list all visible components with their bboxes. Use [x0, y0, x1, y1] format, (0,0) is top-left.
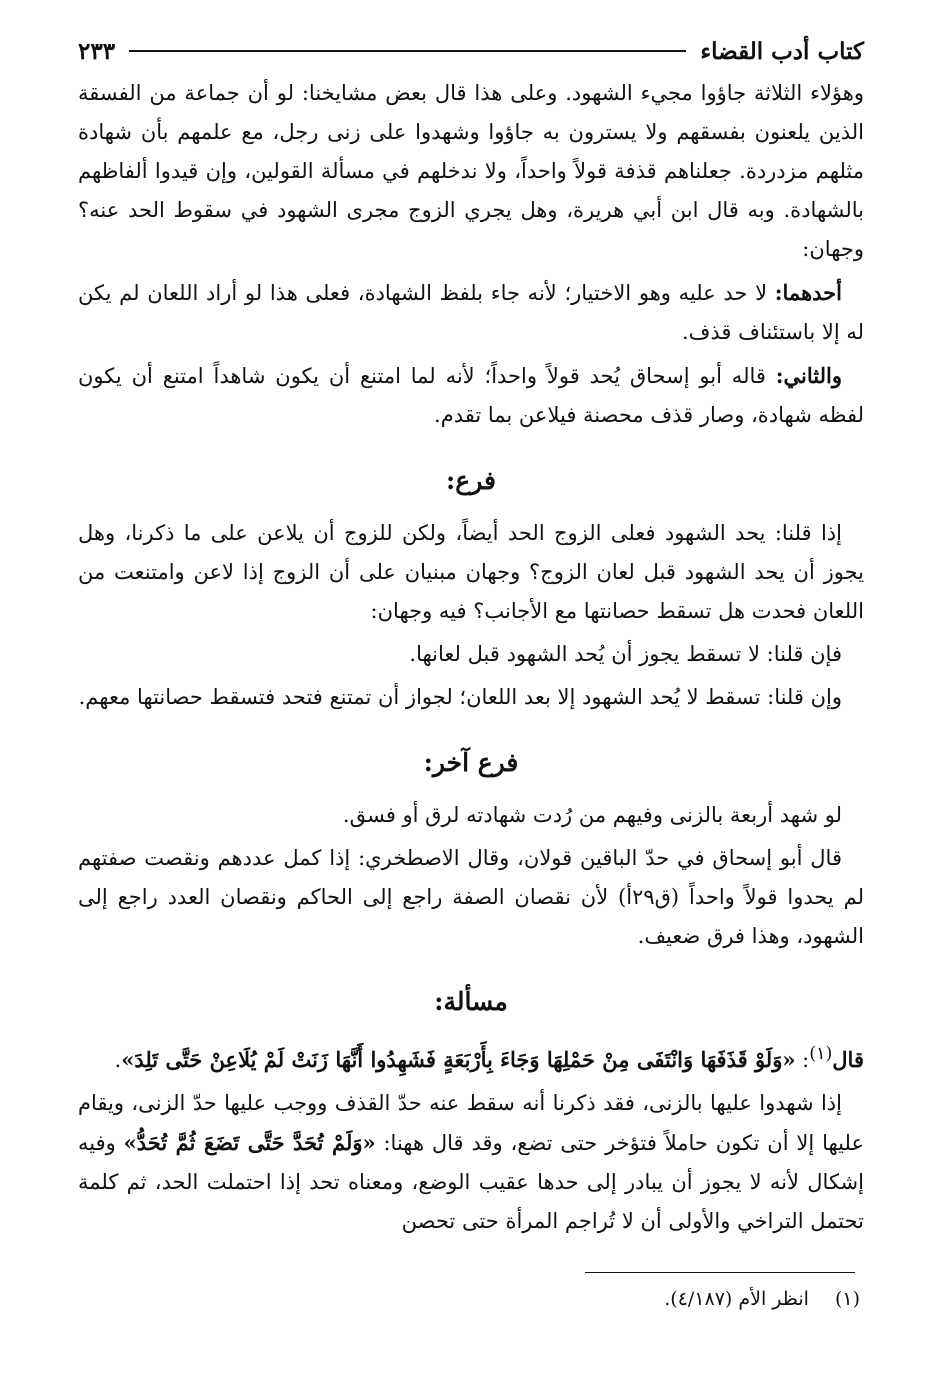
paragraph-text: . — [114, 1048, 122, 1072]
paragraph — [78, 1084, 864, 1241]
paragraph: قال أبو إسحاق في حدّ الباقين قولان، وقال الاصطخري: إذا كمل عددهم ونقصت صفتهم لم يحدوا قولاً واحداً (ق٢٩أ) لأن نقصان الصفة راجع إلى الحاكم ونقصان العدد راجع إلى الشهود، وهذا فرق ضعيف. — [78, 846, 864, 948]
paragraph-text: إذا شهدوا عليها بالزنى، فقد ذكرنا أنه سقط عنه حدّ القذف ووجب عليها حدّ الزنى، ويقام عليها إلا أن تكون حاملاً فتؤخر حتى تضع، وقد قال ههنا: — [78, 1091, 864, 1155]
paragraph — [78, 273, 864, 352]
book-page — [78, 28, 864, 1245]
running-header — [78, 28, 864, 74]
book-title: كتاب أدب القضاء — [700, 37, 864, 65]
section-heading: مسألة: — [434, 987, 508, 1016]
footnote-number: (١) — [834, 1288, 860, 1310]
paragraph-lead: أحدهما: — [774, 280, 842, 305]
footnote — [664, 1288, 860, 1310]
paragraph-lead: والثاني: — [775, 363, 842, 388]
footnote-rule — [585, 1272, 855, 1273]
page-body — [78, 74, 864, 1241]
paragraph: وهؤلاء الثلاثة جاؤوا مجيء الشهود. وعلى هذا قال بعض مشايخنا: لو أن جماعة من الفسقة الذين يلعنون بفسقهم ولا يسترون به جاؤوا وشهدوا على زنى رجل، مع علمهم بأن شهادة مثلهم مزدردة. جعلناهم قذفة قولاً واحداً، ولا ندخلهم في مسألة القولين، وإن قيدوا ألفاظهم بالشهادة. وبه قال ابن أبي هريرة، وهل يجري الزوج مجرى الشهود في سقوط الحد عنه؟ وجهان: — [78, 81, 864, 261]
paragraph — [78, 1035, 864, 1080]
section-heading: فرع آخر: — [423, 748, 519, 777]
page-number: ٢٣٣ — [78, 37, 116, 65]
footnote-text: انظر الأم (٤/١٨٧). — [664, 1288, 809, 1310]
header-rule — [129, 50, 686, 52]
footnote-ref: (١) — [809, 1044, 833, 1064]
paragraph: وإن قلنا: تسقط لا يُحد الشهود إلا بعد اللعان؛ لجواز أن تمتنع فتحد فتسقط حصانتها معهم. — [78, 685, 842, 709]
paragraph — [78, 356, 864, 435]
paragraph-text: : — [795, 1048, 810, 1072]
quoted-text: «وَلَمْ تُحَدَّ حَتَّى تَضَعَ ثُمَّ تُحَدُّ» — [123, 1130, 376, 1155]
section-heading: فرع: — [446, 466, 496, 495]
paragraph-text: قاله أبو إسحاق يُحد قولاً واحداً؛ لأنه لما امتنع أن يكون شاهداً امتنع أن يكون لفظه شهادة، وصار قذف محصنة فيلاعن بما تقدم. — [78, 364, 864, 427]
paragraph-lead: قال — [832, 1047, 864, 1072]
paragraph-text: وفيه إشكال لأنه لا يجوز أن يبادر إلى حدها عقيب الوضع، ومعناه تحد إذا احتملت الحد، ثم كلمة تحتمل التراخي والأولى أن لا تُراجم المرأة حتى تحصن — [78, 1131, 864, 1233]
quoted-text: «وَلَوْ قَذَفَهَا وَانْتَفَى مِنْ حَمْلِهَا وَجَاءَ بِأَرْبَعَةٍ فَشَهِدُوا أَنَّهَا زَنَتْ لَمْ يُلَاعِنْ حَتَّى تَلِدَ» — [121, 1047, 796, 1072]
paragraph: لو شهد أربعة بالزنى وفيهم من رُدت شهادته لرق أو فسق. — [342, 803, 842, 827]
paragraph: إذا قلنا: يحد الشهود فعلى الزوج الحد أيضاً، ولكن للزوج أن يلاعن على ما ذكرنا، وهل يجوز أن يحد الشهود قبل لعان الزوج؟ وجهان مبنيان على أن الزوج إذا لاعن وامتنعت من اللعان فحدت هل تسقط حصانتها مع الأجانب؟ فيه وجهان: — [78, 521, 864, 623]
paragraph-text: لا حد عليه وهو الاختيار؛ لأنه جاء بلفظ الشهادة، فعلى هذا لو أراد اللعان لم يكن له إلا باستئناف قذف. — [78, 281, 864, 344]
paragraph: فإن قلنا: لا تسقط يجوز أن يُحد الشهود قبل لعانها. — [409, 642, 842, 666]
